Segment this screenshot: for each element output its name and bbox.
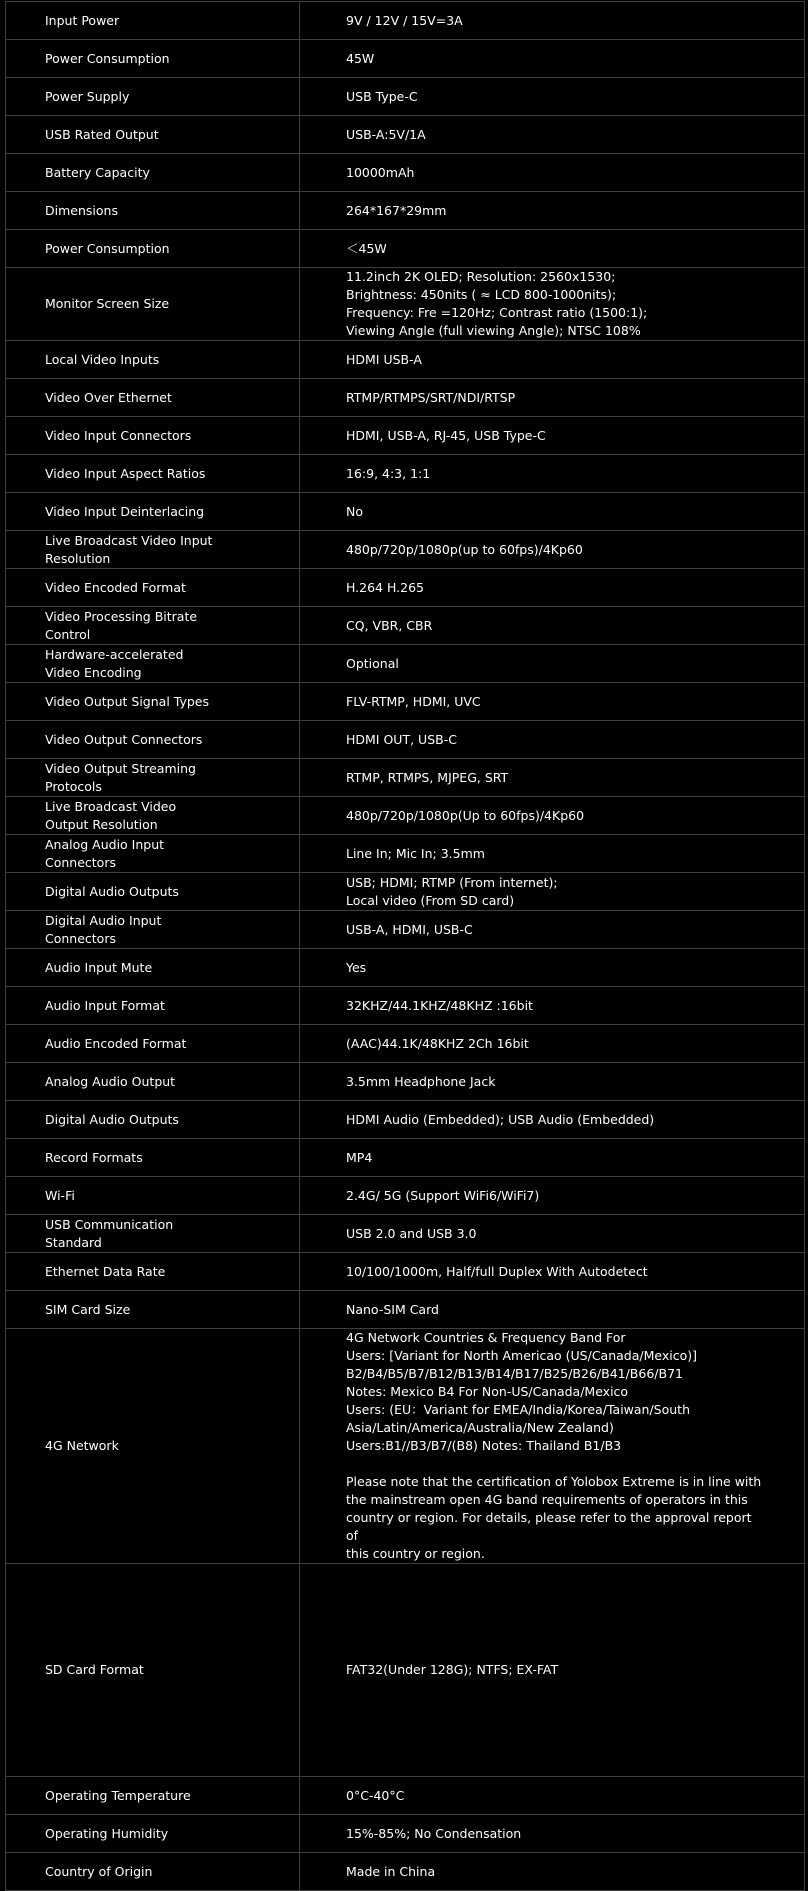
spec-value: Line In; Mic In; 3.5mm <box>300 835 805 873</box>
spec-value: USB-A, HDMI, USB-C <box>300 911 805 949</box>
table-row <box>6 493 805 531</box>
spec-value: HDMI, USB-A, RJ-45, USB Type-C <box>300 417 805 455</box>
table-row <box>6 911 805 949</box>
spec-value: 0°C-40°C <box>300 1777 805 1815</box>
spec-label: Video Output Connectors <box>6 721 300 759</box>
table-row <box>6 230 805 268</box>
spec-value: USB 2.0 and USB 3.0 <box>300 1215 805 1253</box>
spec-value: 480p/720p/1080p(up to 60fps)/4Kp60 <box>300 531 805 569</box>
spec-label: Monitor Screen Size <box>6 268 300 341</box>
spec-label: Video Output Signal Types <box>6 683 300 721</box>
spec-label: Country of Origin <box>6 1853 300 1891</box>
spec-label: Wi-Fi <box>6 1177 300 1215</box>
spec-value: USB Type-C <box>300 78 805 116</box>
spec-label: Operating Humidity <box>6 1815 300 1853</box>
spec-table-body <box>6 2 805 1891</box>
table-row <box>6 987 805 1025</box>
spec-label: USB Communication Standard <box>6 1215 300 1253</box>
spec-value: 2.4G/ 5G (Support WiFi6/WiFi7) <box>300 1177 805 1215</box>
table-row <box>6 1564 805 1777</box>
spec-value: 3.5mm Headphone Jack <box>300 1063 805 1101</box>
spec-value: 264*167*29mm <box>300 192 805 230</box>
table-row <box>6 2 805 40</box>
spec-label: Video Input Aspect Ratios <box>6 455 300 493</box>
spec-value: 4G Network Countries & Frequency Band For Users: [Variant for North Americao (US/Canada/Mexico)] B2/B4/B5/B7/B12/B13/B14/B17/B25/B26/B41/B66/B71 Notes: Mexico B4 For Non-US/Canada/Mexico Users: (EU：Variant for EMEA/India/Korea/Taiwan/South Asia/Latin/America/Australia/New Zealand) Users:B1//B3/B7/(B8) Notes: Thailand B1/B3 Please note that the certification of Yolobox Extreme is in line with the mainstream open 4G band requirements of operators in this country or region. For details, please refer to the approval report of this country or region. <box>300 1329 805 1564</box>
spec-label: Ethernet Data Rate <box>6 1253 300 1291</box>
table-row <box>6 116 805 154</box>
spec-value: Nano-SIM Card <box>300 1291 805 1329</box>
spec-label: Record Formats <box>6 1139 300 1177</box>
spec-value: HDMI OUT, USB-C <box>300 721 805 759</box>
spec-value: FLV-RTMP, HDMI, UVC <box>300 683 805 721</box>
spec-label: Audio Encoded Format <box>6 1025 300 1063</box>
table-row <box>6 1853 805 1891</box>
spec-value: 10/100/1000m, Half/full Duplex With Autodetect <box>300 1253 805 1291</box>
spec-label: Live Broadcast Video Output Resolution <box>6 797 300 835</box>
table-row <box>6 455 805 493</box>
table-row <box>6 1777 805 1815</box>
spec-label: SIM Card Size <box>6 1291 300 1329</box>
table-row <box>6 40 805 78</box>
spec-label: Audio Input Format <box>6 987 300 1025</box>
spec-label: Operating Temperature <box>6 1777 300 1815</box>
spec-label: Power Supply <box>6 78 300 116</box>
spec-value: USB-A:5V/1A <box>300 116 805 154</box>
table-row <box>6 721 805 759</box>
table-row <box>6 1215 805 1253</box>
table-row <box>6 759 805 797</box>
spec-value: RTMP/RTMPS/SRT/NDI/RTSP <box>300 379 805 417</box>
spec-value: 16:9, 4:3, 1:1 <box>300 455 805 493</box>
table-row <box>6 154 805 192</box>
spec-label: 4G Network <box>6 1329 300 1564</box>
table-row <box>6 949 805 987</box>
spec-value: CQ, VBR, CBR <box>300 607 805 645</box>
table-row <box>6 531 805 569</box>
table-row <box>6 645 805 683</box>
table-row <box>6 1063 805 1101</box>
table-row <box>6 873 805 911</box>
spec-value: (AAC)44.1K/48KHZ 2Ch 16bit <box>300 1025 805 1063</box>
spec-value: 11.2inch 2K OLED; Resolution: 2560x1530; Brightness: 450nits ( ≈ LCD 800-1000nits); Frequency: Fre =120Hz; Contrast ratio (1500:1); Viewing Angle (full viewing Angle); NTSC 108% <box>300 268 805 341</box>
table-row <box>6 1291 805 1329</box>
table-row <box>6 192 805 230</box>
spec-label: Digital Audio Outputs <box>6 873 300 911</box>
spec-value: No <box>300 493 805 531</box>
spec-label: Dimensions <box>6 192 300 230</box>
spec-table <box>5 1 805 1891</box>
spec-value: MP4 <box>300 1139 805 1177</box>
spec-value: USB; HDMI; RTMP (From internet); Local video (From SD card) <box>300 873 805 911</box>
table-row <box>6 1101 805 1139</box>
spec-value: Optional <box>300 645 805 683</box>
spec-value: FAT32(Under 128G); NTFS; EX-FAT <box>300 1564 805 1777</box>
table-row <box>6 1815 805 1853</box>
spec-label: Analog Audio Output <box>6 1063 300 1101</box>
spec-value: HDMI Audio (Embedded); USB Audio (Embedded) <box>300 1101 805 1139</box>
table-row <box>6 1177 805 1215</box>
table-row <box>6 417 805 455</box>
spec-label: SD Card Format <box>6 1564 300 1777</box>
table-row <box>6 78 805 116</box>
spec-label: Video Processing Bitrate Control <box>6 607 300 645</box>
table-row <box>6 607 805 645</box>
spec-label: Input Power <box>6 2 300 40</box>
spec-value: RTMP, RTMPS, MJPEG, SRT <box>300 759 805 797</box>
spec-value: Made in China <box>300 1853 805 1891</box>
spec-label: Hardware-accelerated Video Encoding <box>6 645 300 683</box>
spec-value: HDMI USB-A <box>300 341 805 379</box>
spec-value: 15%-85%; No Condensation <box>300 1815 805 1853</box>
spec-label: Video Encoded Format <box>6 569 300 607</box>
table-row <box>6 379 805 417</box>
table-row <box>6 1329 805 1564</box>
spec-value: H.264 H.265 <box>300 569 805 607</box>
spec-label: Digital Audio Outputs <box>6 1101 300 1139</box>
table-row <box>6 683 805 721</box>
spec-label: Video Output Streaming Protocols <box>6 759 300 797</box>
spec-label: Video Over Ethernet <box>6 379 300 417</box>
spec-label: Video Input Deinterlacing <box>6 493 300 531</box>
spec-value: ＜45W <box>300 230 805 268</box>
table-row <box>6 1139 805 1177</box>
spec-value: 9V / 12V / 15V=3A <box>300 2 805 40</box>
spec-label: Battery Capacity <box>6 154 300 192</box>
table-row <box>6 1025 805 1063</box>
table-row <box>6 1253 805 1291</box>
table-row <box>6 835 805 873</box>
spec-label: Digital Audio Input Connectors <box>6 911 300 949</box>
table-row <box>6 797 805 835</box>
spec-label: Analog Audio Input Connectors <box>6 835 300 873</box>
spec-label: Power Consumption <box>6 40 300 78</box>
spec-label: Power Consumption <box>6 230 300 268</box>
table-row <box>6 569 805 607</box>
spec-value: 45W <box>300 40 805 78</box>
spec-value: Yes <box>300 949 805 987</box>
table-row <box>6 341 805 379</box>
spec-label: Live Broadcast Video Input Resolution <box>6 531 300 569</box>
spec-label: Local Video Inputs <box>6 341 300 379</box>
spec-label: Audio Input Mute <box>6 949 300 987</box>
spec-value: 32KHZ/44.1KHZ/48KHZ :16bit <box>300 987 805 1025</box>
spec-value: 480p/720p/1080p(Up to 60fps)/4Kp60 <box>300 797 805 835</box>
spec-label: USB Rated Output <box>6 116 300 154</box>
spec-value: 10000mAh <box>300 154 805 192</box>
spec-label: Video Input Connectors <box>6 417 300 455</box>
table-row <box>6 268 805 341</box>
